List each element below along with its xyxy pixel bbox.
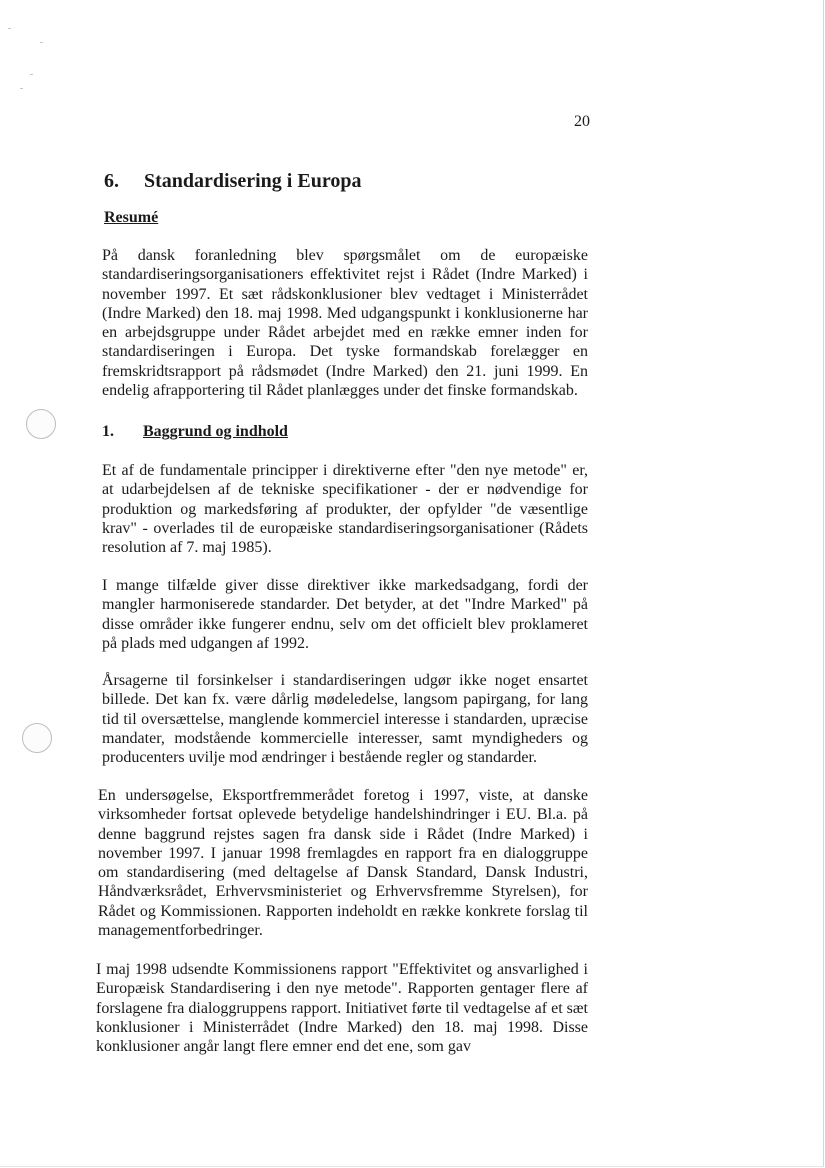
page-number: 20 xyxy=(574,113,590,130)
body-paragraph: En undersøgelse, Eksportfremmerådet foretog i 1997, viste, at danske virksomheder fortsat oplevede betydelige handelshindringer i EU. Bl.a. på denne baggrund rejstes sagen fra dansk side i Rådet (Indre Marked) i november 1997. I januar 1998 fremlagdes en rapport fra en dialoggruppe om standardisering (med deltagelse af Dansk Standard, Dansk Industri, Håndværksrådet, Erhvervsministeriet og Erhvervsfremme Styrelsen), for Rådet og Kommissionen. Rapporten indeholdt en række konkrete forslag til managementforbedringer. xyxy=(98,787,588,940)
section-heading xyxy=(102,423,288,441)
section-number: 1. xyxy=(102,423,114,440)
punch-hole xyxy=(26,409,56,439)
summary-heading: Resumé xyxy=(104,209,159,226)
chapter-number: 6. xyxy=(104,170,119,192)
body-paragraph: Årsagerne til forsinkelser i standardiseringen udgør ikke noget ensartet billede. Det kan fx. være dårlig mødeledelse, langsom papirgang, for lang tid til oversættelse, manglende kommerciel interesse i standarden, upræcise mandater, modstående kommercielle interesser, samt myndigheders og producenters uvilje mod ændringer i bestående regler og standarder. xyxy=(102,672,588,767)
body-paragraph: I maj 1998 udsendte Kommissionens rapport "Effektivitet og ansvarlighed i Europæisk Standardisering i den nye metode". Rapporten gentager flere af forslagene fra dialoggruppens rapport. Initiativet førte til vedtagelse af et sæt konklusioner i Ministerrådet (Indre Marked) den 18. maj 1998. Disse konklusioner angår langt flere emner end det ene, som gav xyxy=(96,961,588,1056)
section-title: Baggrund og indhold xyxy=(143,423,288,440)
scan-speck xyxy=(20,88,23,89)
chapter-title: Standardisering i Europa xyxy=(144,170,362,192)
scan-speck xyxy=(40,42,43,43)
body-paragraph: I mange tilfælde giver disse direktiver ikke markedsadgang, fordi der mangler harmoniserede standarder. Det betyder, at det "Indre Marked" på disse områder ikke fungerer endnu, selv om det officielt blev proklameret på plads med udgangen af 1992. xyxy=(102,577,588,652)
body-paragraph: Et af de fundamentale principper i direktiverne efter "den nye metode" er, at udarbejdelsen af de tekniske specifikationer - der er nødvendige for produktion og markedsføring af produkter, der opfylder "de væsentlige krav" - overlades til de europæiske standardiseringsorganisationer (Rådets resolution af 7. maj 1985). xyxy=(102,462,588,557)
scan-speck xyxy=(30,74,33,75)
summary-paragraph: På dansk foranledning blev spørgsmålet om de europæiske standardiseringsorganisationers effektivitet rejst i Rådet (Indre Marked) i november 1997. Et sæt rådskonklusioner blev vedtaget i Ministerrådet (Indre Marked) den 18. maj 1998. Med udgangspunkt i konklusionerne har en arbejdsgruppe under Rådet arbejdet med en række emner inden for standardiseringen i Europa. Det tyske formandskab forelægger en fremskridtsrapport på rådsmødet (Indre Marked) den 21. juni 1999. En endelig afrapportering til Rådet planlægges under det finske formandskab. xyxy=(102,247,588,400)
scan-speck xyxy=(8,28,11,29)
chapter-heading xyxy=(104,170,361,193)
punch-hole xyxy=(22,723,52,753)
